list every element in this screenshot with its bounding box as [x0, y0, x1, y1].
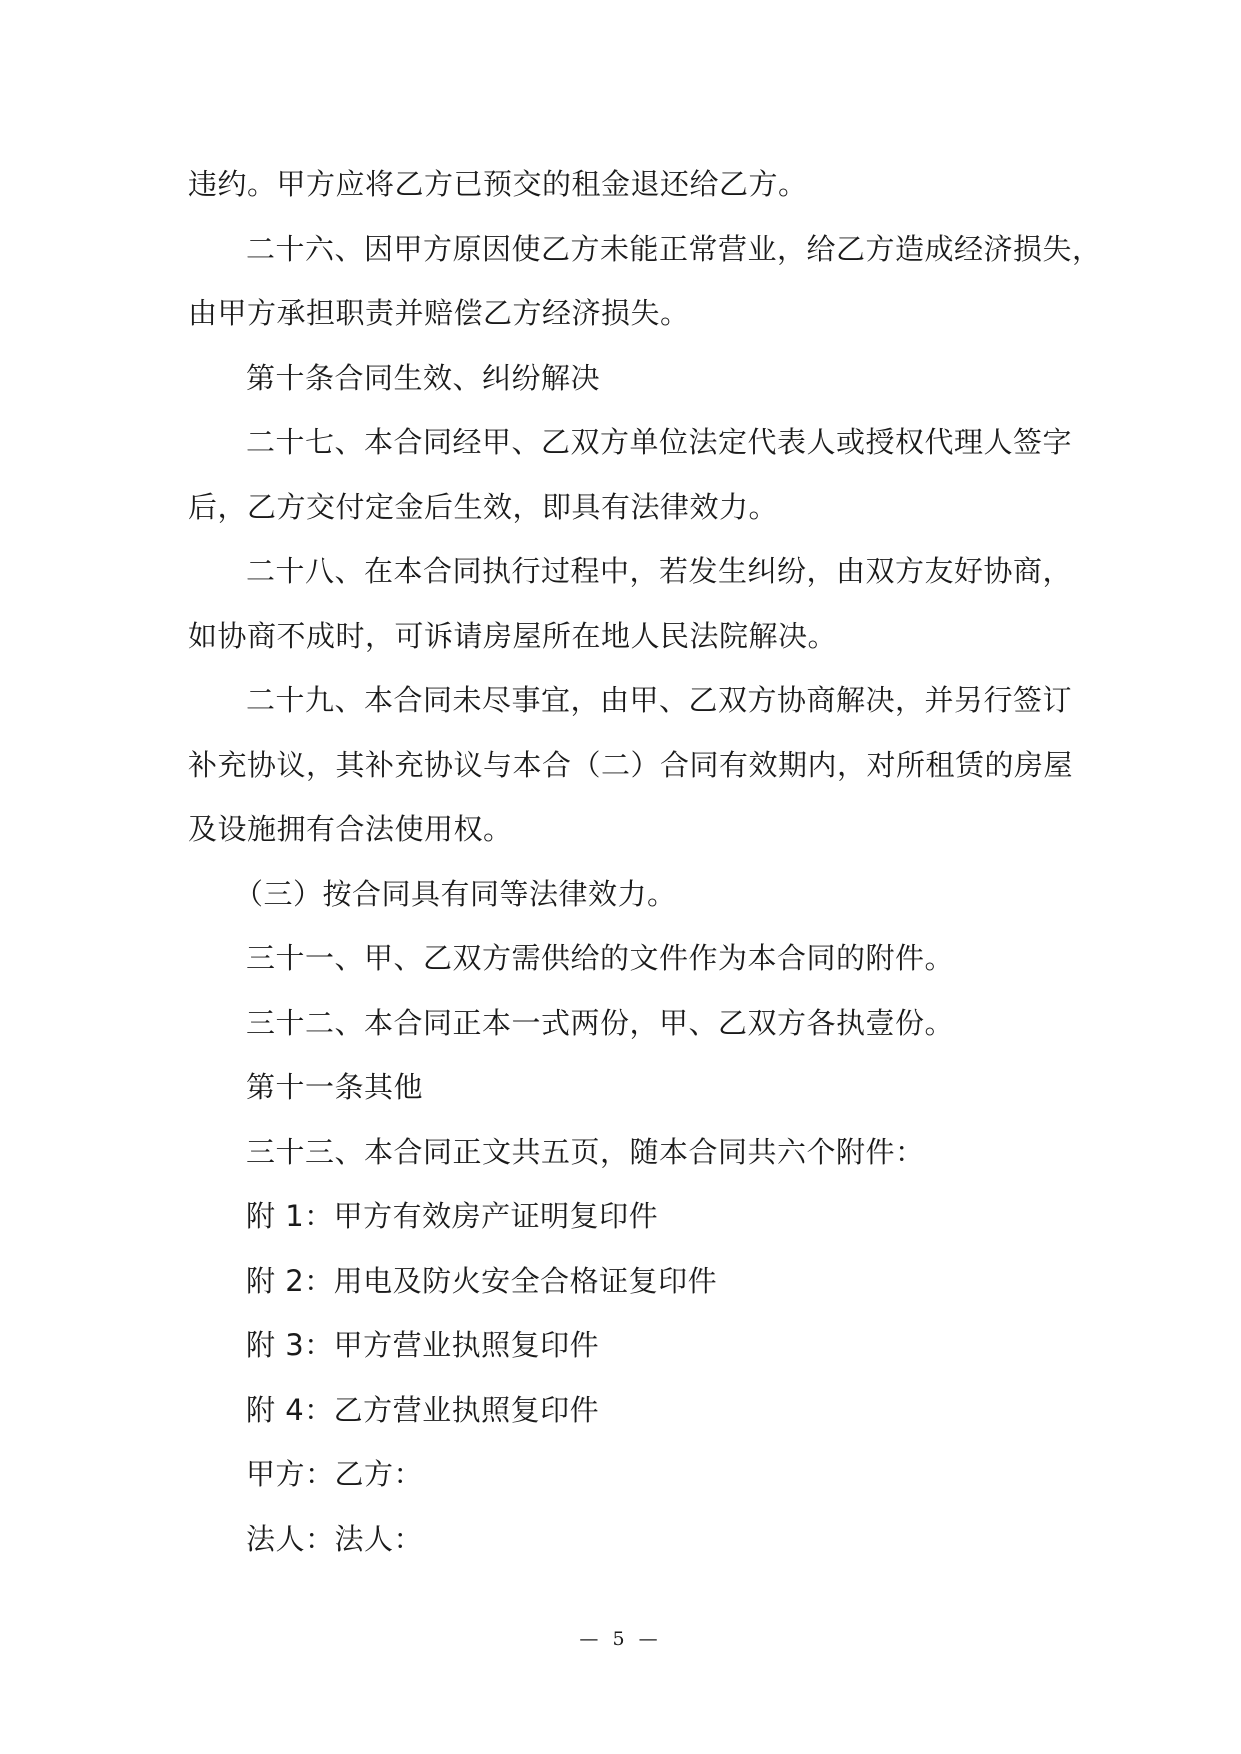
text-line: 三十二、本合同正本一式两份，甲、乙双方各执壹份。 — [246, 1005, 955, 1040]
text-line: 及设施拥有合法使用权。 — [188, 812, 513, 846]
text-line: 三十三、本合同正文共五页，随本合同共六个附件： — [246, 1134, 925, 1169]
text-line: 二十八、在本合同执行过程中，若发生纠纷，由双方友好协商， — [246, 554, 1073, 588]
attachment-item: 附 2：用电及防火安全合格证复印件 — [246, 1263, 718, 1298]
text-line: （三）按合同具有同等法律效力。 — [234, 876, 677, 911]
attachment-item: 附 1：甲方有效房产证明复印件 — [246, 1199, 659, 1233]
page-number: — 5 — — [579, 1628, 662, 1650]
text-line: 补充协议，其补充协议与本合（二）合同有效期内，对所租赁的房屋 — [188, 747, 1074, 782]
text-line: 二十九、本合同未尽事宜，由甲、乙双方协商解决，并另行签订 — [246, 683, 1073, 717]
text-line: 如协商不成时，可诉请房屋所在地人民法院解决。 — [188, 618, 838, 653]
section-heading: 第十一条其他 — [246, 1070, 424, 1104]
attachment-item: 附 3：甲方营业执照复印件 — [246, 1328, 600, 1362]
text-line: 三十一、甲、乙双方需供给的文件作为本合同的附件。 — [246, 941, 955, 975]
text-line: 违约。甲方应将乙方已预交的租金退还给乙方。 — [188, 167, 808, 201]
text-line: 后，乙方交付定金后生效，即具有法律效力。 — [188, 489, 779, 524]
attachment-item: 附 4：乙方营业执照复印件 — [246, 1392, 600, 1427]
section-heading: 第十条合同生效、纠纷解决 — [246, 360, 601, 395]
text-line: 二十七、本合同经甲、乙双方单位法定代表人或授权代理人签字 — [246, 425, 1073, 459]
signature-legal-rep-line: 法人：法人： — [246, 1521, 424, 1556]
signature-parties-line: 甲方：乙方： — [246, 1457, 424, 1491]
contract-body-text — [188, 152, 1102, 1571]
text-line: 二十六、因甲方原因使乙方未能正常营业，给乙方造成经济损失， — [246, 231, 1102, 266]
text-line: 由甲方承担职责并赔偿乙方经济损失。 — [188, 296, 690, 330]
